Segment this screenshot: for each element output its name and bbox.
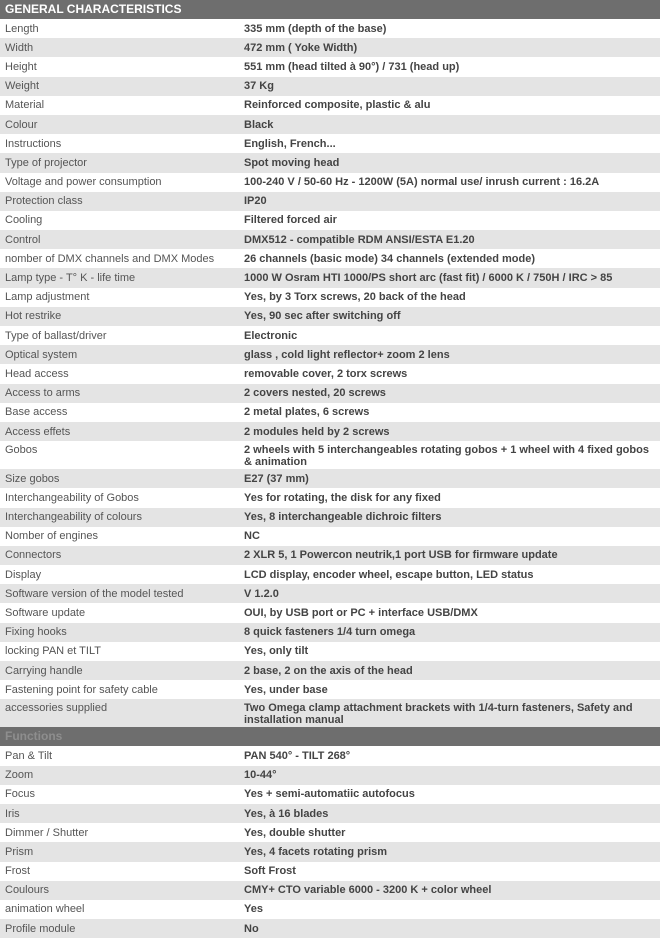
spec-label: Software version of the model tested [5, 587, 184, 600]
spec-value: Black [244, 118, 274, 131]
spec-value: OUI, by USB port or PC + interface USB/DMX [244, 607, 478, 620]
spec-row [0, 699, 660, 727]
spec-row [0, 680, 660, 699]
spec-row [0, 57, 660, 76]
spec-label: Focus [5, 788, 35, 801]
spec-label: accessories supplied [5, 702, 108, 715]
spec-value: Yes + semi-automatiic autofocus [244, 788, 415, 801]
spec-label: Lamp type - T° K - life time [5, 272, 136, 285]
spec-value: Yes, double shutter [244, 826, 346, 839]
spec-value: 472 mm ( Yoke Width) [244, 41, 358, 54]
spec-label: Iris [5, 807, 20, 820]
spec-row [0, 384, 660, 403]
spec-label: Fixing hooks [5, 626, 67, 639]
spec-row [0, 153, 660, 172]
spec-row [0, 842, 660, 861]
spec-value: 2 metal plates, 6 screws [244, 406, 370, 419]
spec-value: Yes for rotating, the disk for any fixed [244, 491, 441, 504]
spec-label: Display [5, 568, 42, 581]
spec-row [0, 38, 660, 57]
spec-label: nomber of DMX channels and DMX Modes [5, 252, 215, 265]
spec-label: Base access [5, 406, 68, 419]
spec-label: Lamp adjustment [5, 291, 90, 304]
spec-row [0, 326, 660, 345]
spec-row [0, 115, 660, 134]
spec-value: Soft Frost [244, 865, 296, 878]
spec-row [0, 823, 660, 842]
spec-row [0, 192, 660, 211]
spec-value: glass , cold light reflector+ zoom 2 lens [244, 348, 450, 361]
spec-row [0, 804, 660, 823]
spec-row [0, 268, 660, 287]
spec-value: No [244, 922, 259, 935]
spec-row [0, 19, 660, 38]
spec-label: locking PAN et TILT [5, 645, 101, 658]
spec-row [0, 173, 660, 192]
spec-value: 26 channels (basic mode) 34 channels (extended mode) [244, 252, 535, 265]
section-header: Functions [0, 727, 660, 746]
spec-value: Yes, 4 facets rotating prism [244, 845, 388, 858]
spec-label: Cooling [5, 214, 43, 227]
spec-value: 2 XLR 5, 1 Powercon neutrik,1 port USB for firmware update [244, 549, 558, 562]
spec-label: Carrying handle [5, 664, 83, 677]
spec-row [0, 642, 660, 661]
spec-label: Nomber of engines [5, 530, 98, 543]
spec-row [0, 603, 660, 622]
spec-value: E27 (37 mm) [244, 472, 309, 485]
spec-row [0, 403, 660, 422]
spec-label: Optical system [5, 348, 78, 361]
spec-row [0, 527, 660, 546]
spec-label: Material [5, 99, 45, 112]
spec-row [0, 508, 660, 527]
spec-value: 1000 W Osram HTI 1000/PS short arc (fast fit) / 6000 K / 750H / IRC > 85 [244, 272, 613, 285]
spec-row [0, 900, 660, 919]
spec-label: Interchangeability of colours [5, 511, 142, 524]
spec-label: Frost [5, 865, 31, 878]
spec-label: Coulours [5, 884, 50, 897]
spec-row [0, 211, 660, 230]
spec-row [0, 623, 660, 642]
spec-row [0, 488, 660, 507]
spec-label: Interchangeability of Gobos [5, 491, 139, 504]
spec-label: Head access [5, 367, 69, 380]
spec-value: 2 base, 2 on the axis of the head [244, 664, 413, 677]
spec-value: NC [244, 530, 260, 543]
spec-value: 100-240 V / 50-60 Hz - 1200W (5A) normal use/ inrush current : 16.2A [244, 176, 600, 189]
spec-label: Type of projector [5, 156, 87, 169]
spec-row [0, 746, 660, 765]
spec-label: Weight [5, 80, 40, 93]
spec-row [0, 919, 660, 938]
spec-value: 10-44° [244, 769, 277, 782]
spec-label: Connectors [5, 549, 62, 562]
spec-row [0, 96, 660, 115]
spec-value: 8 quick fasteners 1/4 turn omega [244, 626, 416, 639]
spec-value: Yes, under base [244, 683, 328, 696]
spec-label: Type of ballast/driver [5, 329, 107, 342]
spec-row [0, 862, 660, 881]
spec-value: DMX512 - compatible RDM ANSI/ESTA E1.20 [244, 233, 475, 246]
spec-label: Dimmer / Shutter [5, 826, 89, 839]
spec-row [0, 469, 660, 488]
spec-row [0, 364, 660, 383]
spec-label: Zoom [5, 769, 34, 782]
spec-value: Filtered forced air [244, 214, 337, 227]
spec-label: Width [5, 41, 34, 54]
spec-label: Gobos [5, 444, 38, 457]
spec-label: animation wheel [5, 903, 85, 916]
spec-row [0, 766, 660, 785]
spec-row [0, 249, 660, 268]
spec-value: LCD display, encoder wheel, escape button, LED status [244, 568, 534, 581]
spec-row [0, 881, 660, 900]
spec-value: English, French... [244, 137, 336, 150]
spec-row [0, 661, 660, 680]
spec-label: Software update [5, 607, 86, 620]
spec-value: Yes, 8 interchangeable dichroic filters [244, 511, 442, 524]
spec-row [0, 565, 660, 584]
spec-value: IP20 [244, 195, 267, 208]
spec-row [0, 134, 660, 153]
spec-value: CMY+ CTO variable 6000 - 3200 K + color wheel [244, 884, 492, 897]
spec-row [0, 288, 660, 307]
spec-value: Yes, only tilt [244, 645, 309, 658]
spec-label: Instructions [5, 137, 62, 150]
spec-value: 2 modules held by 2 screws [244, 425, 390, 438]
spec-label: Access effets [5, 425, 71, 438]
spec-value: Yes, by 3 Torx screws, 20 back of the head [244, 291, 466, 304]
spec-value: 2 covers nested, 20 screws [244, 387, 386, 400]
spec-row [0, 230, 660, 249]
spec-value: Two Omega clamp attachment brackets with 1/4-turn fasteners, Safety and installation manual [244, 702, 633, 727]
spec-value: PAN 540° - TILT 268° [244, 749, 351, 762]
spec-value: V 1.2.0 [244, 587, 279, 600]
spec-row [0, 584, 660, 603]
spec-label: Profile module [5, 922, 76, 935]
section-header: GENERAL CHARACTERISTICS [0, 0, 660, 19]
spec-row [0, 345, 660, 364]
spec-label: Prism [5, 845, 34, 858]
spec-label: Colour [5, 118, 38, 131]
spec-value: 37 Kg [244, 80, 274, 93]
spec-row [0, 307, 660, 326]
spec-value: 2 wheels with 5 interchangeables rotating gobos + 1 wheel with 4 fixed gobos & animation [244, 444, 649, 469]
spec-label: Voltage and power consumption [5, 176, 162, 189]
spec-label: Size gobos [5, 472, 60, 485]
spec-value: removable cover, 2 torx screws [244, 367, 408, 380]
spec-value: 335 mm (depth of the base) [244, 22, 387, 35]
spec-label: Length [5, 22, 39, 35]
spec-value: Spot moving head [244, 156, 340, 169]
spec-value: 551 mm (head tilted à 90°) / 731 (head up) [244, 60, 460, 73]
spec-value: Yes, à 16 blades [244, 807, 329, 820]
spec-row [0, 441, 660, 469]
spec-label: Control [5, 233, 41, 246]
spec-label: Height [5, 60, 37, 73]
spec-label: Access to arms [5, 387, 81, 400]
spec-label: Fastening point for safety cable [5, 683, 158, 696]
spec-row [0, 785, 660, 804]
spec-value: Yes, 90 sec after switching off [244, 310, 401, 323]
spec-row [0, 546, 660, 565]
spec-row [0, 77, 660, 96]
spec-label: Hot restrike [5, 310, 62, 323]
spec-label: Protection class [5, 195, 83, 208]
spec-row [0, 422, 660, 441]
spec-value: Yes [244, 903, 263, 916]
spec-value: Electronic [244, 329, 298, 342]
spec-value: Reinforced composite, plastic & alu [244, 99, 431, 112]
spec-label: Pan & Tilt [5, 749, 53, 762]
